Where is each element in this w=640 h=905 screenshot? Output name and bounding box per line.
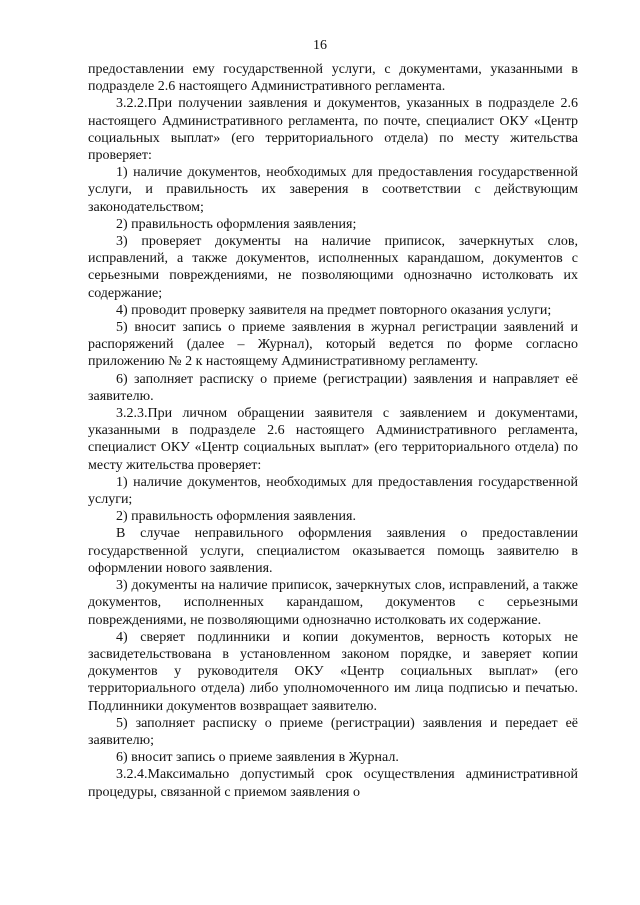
document-body: [88, 61, 578, 801]
paragraph: 4) сверяет подлинники и копии документов, верность которых не засвидетельствована в установленном законом порядке, и заверяет копии документов у руководителя ОКУ «Центр социальных выплат» (его территориального отдела) либо уполномоченного им лица подписью и печатью. Подлинники документов возвращает заявителю.: [88, 629, 578, 714]
paragraph: 5) заполняет расписку о приеме (регистрации) заявления и передает её заявителю;: [88, 715, 578, 748]
paragraph: предоставлении ему государственной услуги, с документами, указанными в подразделе 2.6 настоящего Административного регламента.: [88, 62, 578, 95]
paragraph: В случае неправильного оформления заявления о предоставлении государственной услуги, специалистом оказывается помощь заявителю в оформлении нового заявления.: [88, 526, 578, 576]
paragraph: 3.2.2.При получении заявления и документов, указанных в подразделе 2.6 настоящего Административного регламента, по почте, специалист ОКУ «Центр социальных выплат» (его территориального отдела) по месту жительства проверяет:: [88, 96, 578, 164]
paragraph: 3.2.4.Максимально допустимый срок осуществления административной процедуры, связанной с приемом заявления о: [88, 767, 578, 800]
paragraph: 5) вносит запись о приеме заявления в журнал регистрации заявлений и распоряжений (далее – Журнал), который ведется по форме согласно приложению № 2 к настоящему Административному регламенту.: [88, 320, 578, 370]
paragraph: 2) правильность оформления заявления;: [116, 216, 357, 232]
paragraph: 2) правильность оформления заявления.: [116, 509, 356, 525]
page-number: 16: [313, 38, 327, 53]
paragraph: 6) вносит запись о приеме заявления в Журнал.: [116, 750, 399, 766]
paragraph: 3) документы на наличие приписок, зачеркнутых слов, исправлений, а также документов, исполненных карандашом, документов с серьезными повреждениями, не позволяющими однозначно истолковать их содержание.: [88, 578, 578, 628]
paragraph: 1) наличие документов, необходимых для предоставления государственной услуги, и правильность их заверения в соответствии с действующим законодательством;: [88, 165, 578, 215]
paragraph: 6) заполняет расписку о приеме (регистрации) заявления и направляет её заявителю.: [88, 371, 578, 404]
paragraph: 1) наличие документов, необходимых для предоставления государственной услуги;: [88, 474, 578, 508]
paragraph: 4) проводит проверку заявителя на предмет повторного оказания услуги;: [116, 302, 552, 318]
paragraph: 3) проверяет документы на наличие приписок, зачеркнутых слов, исправлений, а также документов, исполненных карандашом, документов с серьезными повреждениями, не позволяющими однозначно истолковать их содержание;: [88, 234, 578, 301]
paragraph: 3.2.3.При личном обращении заявителя с заявлением и документами, указанными в подразделе 2.6 настоящего Административного регламента, специалист ОКУ «Центр социальных выплат» (его территориального отдела) по месту жительства проверяет:: [88, 406, 578, 473]
